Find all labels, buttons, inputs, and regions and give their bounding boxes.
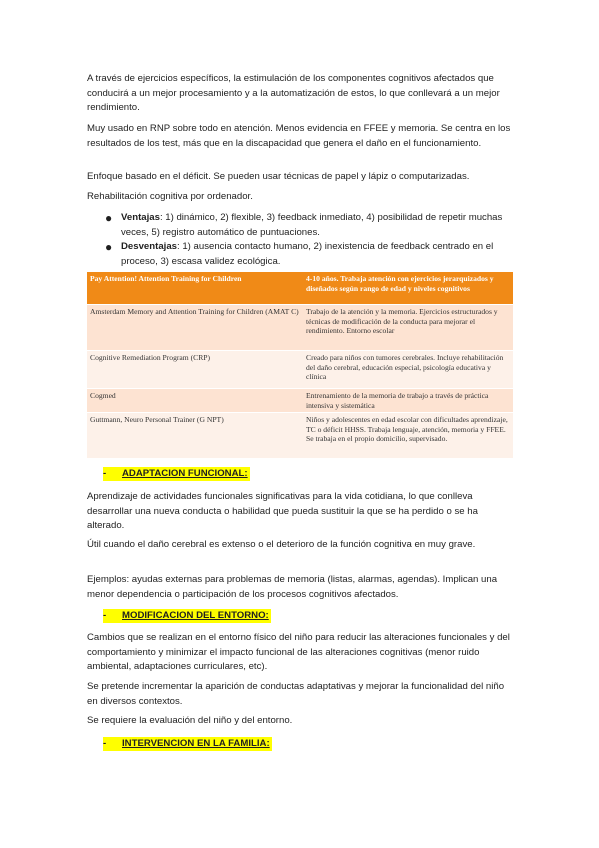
table-cell: Cognitive Remediation Program (CRP) bbox=[87, 351, 303, 389]
table-cell: Niños y adolescentes en edad escolar con dificultades aprendizaje, TC o déficit HHSS. Trabaja lenguaje, atención, memoria y FFEE. Se trabaja en el propio domicilio, supervisado. bbox=[303, 413, 513, 459]
table-cell: Entrenamiento de la memoria de trabajo a través de práctica intensiva y sistemática bbox=[303, 389, 513, 413]
bullet-label: Desventajas bbox=[121, 241, 177, 253]
pros-cons-list bbox=[87, 211, 517, 269]
bullet-text: : 1) dinámico, 2) flexible, 3) feedback inmediato, 4) posibilidad de repetir muchas veces, 5) registro automático de puntuaciones. bbox=[121, 212, 503, 238]
table-cell: Amsterdam Memory and Attention Training for Children (AMAT C) bbox=[87, 305, 303, 351]
intro-paragraph-3: Enfoque basado en el déficit. Se pueden usar técnicas de papel y lápiz o computarizadas. bbox=[87, 171, 470, 182]
adaptacion-paragraph-1: Aprendizaje de actividades funcionales significativas para la vida cotidiana, lo que conlleva desarrollar una nueva conducta o habilidad que pueda sustituir la que se ha perdido o se ha alterado. bbox=[87, 491, 478, 532]
entorno-paragraph-2: Se pretende incrementar la aparición de conductas adaptativas y mejorar la funcionalidad del niño en diversos contextos. bbox=[87, 681, 505, 707]
table-row bbox=[87, 389, 513, 413]
bullet-icon: ● bbox=[105, 211, 113, 225]
adaptacion-paragraph-3: Ejemplos: ayudas externas para problemas de memoria (listas, alarmas, agendas). Implican una menor dependencia o participación de los procesos cognitivos afectados. bbox=[87, 574, 498, 600]
programs-table bbox=[87, 272, 513, 459]
bullet-text: : 1) ausencia contacto humano, 2) inexistencia de feedback centrado en el proceso, 3) escasa validez ecológica. bbox=[121, 241, 494, 267]
table-row bbox=[87, 351, 513, 389]
heading-title: ADAPTACION FUNCIONAL: bbox=[122, 468, 248, 479]
section-heading-familia bbox=[103, 737, 323, 751]
list-item bbox=[87, 240, 517, 269]
table-cell: 4-10 años. Trabaja atención con ejercicios jerarquizados y diseñados según rango de edad y niveles cognitivos bbox=[303, 272, 513, 305]
heading-dash: - bbox=[103, 468, 107, 479]
heading-title: INTERVENCION EN LA FAMILIA: bbox=[122, 738, 270, 749]
adaptacion-paragraph-2: Útil cuando el daño cerebral es extenso o el deterioro de la función cognitiva en muy grave. bbox=[87, 539, 476, 550]
table-cell: Creado para niños con tumores cerebrales. Incluye rehabilitación del daño cerebral, educación especial, psicología educativa y clínica bbox=[303, 351, 513, 389]
intro-paragraph-1: A través de ejercicios específicos, la estimulación de los componentes cognitivos afectados que conducirá a un mejor procesamiento y a la automatización de estos, lo que conllevará a un mejor rendimiento. bbox=[87, 73, 500, 114]
table-cell: Trabajo de la atención y la memoria. Ejercicios estructurados y técnicas de modificación de la conducta para mejorar el rendimiento. Entorno escolar bbox=[303, 305, 513, 351]
section-heading-adaptacion bbox=[103, 467, 303, 481]
table-cell: Pay Attention! Attention Training for Children bbox=[87, 272, 303, 305]
intro-paragraph-2: Muy usado en RNP sobre todo en atención. Menos evidencia en FFEE y memoria. Se centra en los resultados de los test, más que en la discapacidad que genera el daño en el funcionamiento. bbox=[87, 123, 511, 149]
table-header-row bbox=[87, 272, 513, 305]
intro-paragraph-4: Rehabilitación cognitiva por ordenador. bbox=[87, 191, 253, 202]
list-item bbox=[87, 211, 517, 240]
heading-dash: - bbox=[103, 738, 107, 749]
table-cell: Guttmann, Neuro Personal Trainer (G NPT) bbox=[87, 413, 303, 459]
bullet-label: Ventajas bbox=[121, 212, 160, 223]
entorno-paragraph-1: Cambios que se realizan en el entorno físico del niño para reducir las alteraciones funcionales y del comportamiento y minimizar el impacto funcional de las alteraciones cognitivas (menor ruido ambiental, adaptaciones curriculares, etc). bbox=[87, 632, 510, 673]
section-heading-entorno bbox=[103, 609, 323, 623]
heading-title: MODIFICACION DEL ENTORNO: bbox=[122, 610, 269, 621]
table-row bbox=[87, 413, 513, 459]
table-cell: Cogmed bbox=[87, 389, 303, 413]
heading-dash: - bbox=[103, 610, 107, 621]
bullet-icon: ● bbox=[105, 240, 113, 255]
table-row bbox=[87, 305, 513, 351]
entorno-paragraph-3: Se requiere la evaluación del niño y del entorno. bbox=[87, 715, 293, 726]
